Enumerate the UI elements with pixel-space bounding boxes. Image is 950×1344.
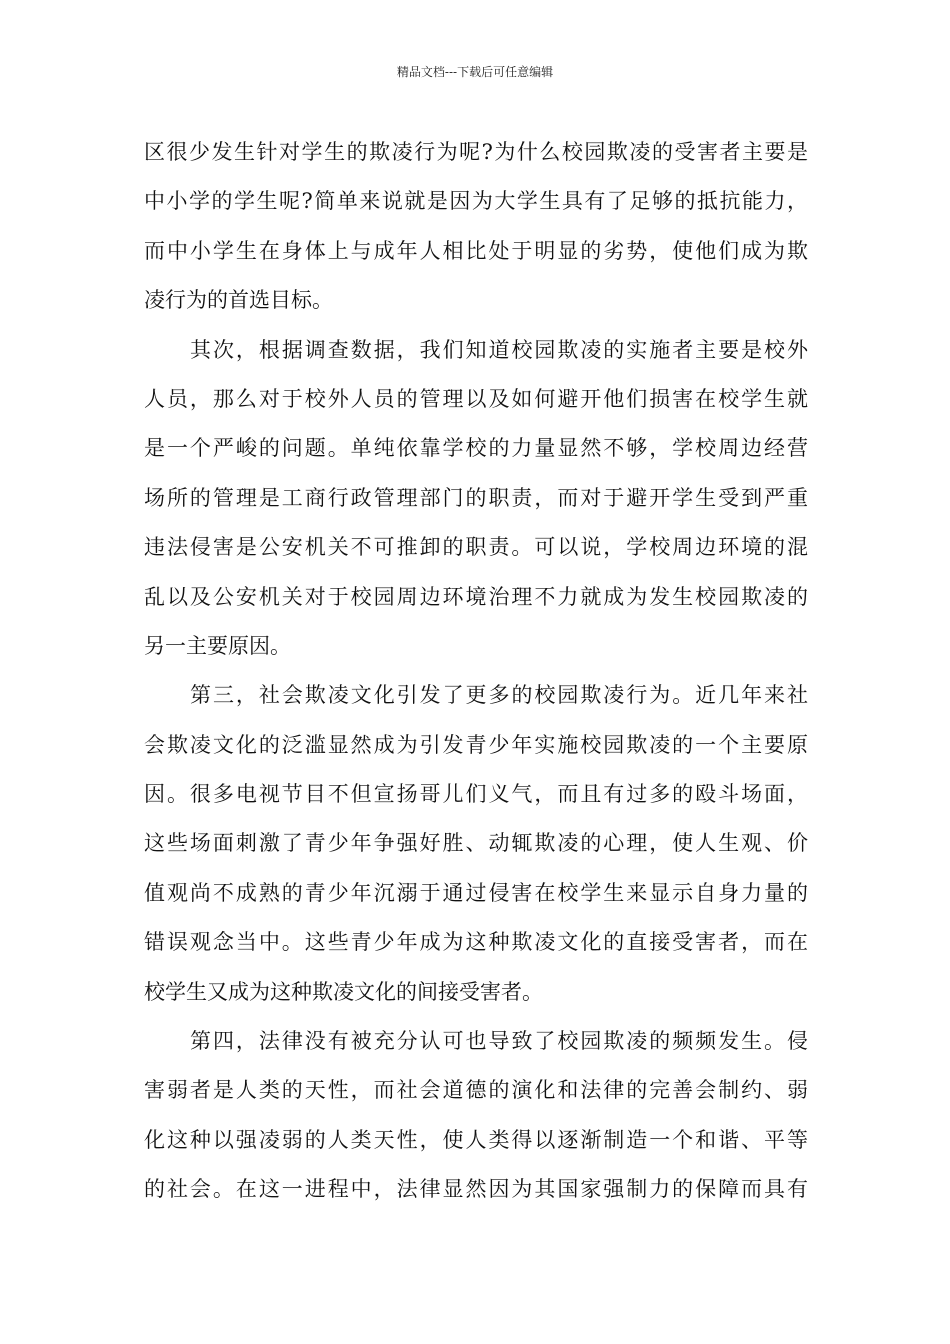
text-line: 第三，社会欺凌文化引发了更多的校园欺凌行为。近几年来社 — [190, 683, 808, 708]
text-line: 错误观念当中。这些青少年成为这种欺凌文化的直接受害者，而在 — [144, 930, 808, 955]
text-line: 而中小学生在身体上与成年人相比处于明显的劣势，使他们成为欺 — [144, 238, 808, 263]
text-line: 害弱者是人类的天性，而社会道德的演化和法律的完善会制约、弱 — [144, 1078, 808, 1103]
text-line: 化这种以强凌弱的人类天性，使人类得以逐渐制造一个和谐、平等 — [144, 1127, 808, 1152]
text-line: 凌行为的首选目标。 — [144, 288, 333, 313]
text-line: 场所的管理是工商行政管理部门的职责，而对于避开学生受到严重 — [144, 485, 808, 510]
text-line: 的社会。在这一进程中，法律显然因为其国家强制力的保障而具有 — [144, 1177, 808, 1202]
page-header: 精品文档---下载后可任意编辑 — [396, 65, 554, 79]
text-line: 另一主要原因。 — [144, 633, 291, 658]
text-line: 因。很多电视节目不但宣扬哥儿们义气，而且有过多的殴斗场面， — [144, 782, 808, 807]
text-line: 乱以及公安机关对于校园周边环境治理不力就成为发生校园欺凌的 — [144, 584, 808, 609]
text-line: 区很少发生针对学生的欺凌行为呢?为什么校园欺凌的受害者主要是 — [144, 140, 808, 164]
text-line: 其次，根据调查数据，我们知道校园欺凌的实施者主要是校外 — [190, 337, 808, 362]
document-body — [144, 128, 808, 1215]
text-line: 会欺凌文化的泛滥显然成为引发青少年实施校园欺凌的一个主要原 — [144, 732, 808, 757]
text-line: 校学生又成为这种欺凌文化的间接受害者。 — [144, 979, 543, 1004]
text-line: 这些场面刺激了青少年争强好胜、动辄欺凌的心理，使人生观、价 — [144, 831, 808, 856]
text-line: 值观尚不成熟的青少年沉溺于通过侵害在校学生来显示自身力量的 — [144, 880, 808, 905]
text-line: 中小学的学生呢?简单来说就是因为大学生具有了足够的抵抗能力， — [144, 189, 808, 214]
text-line: 人员，那么对于校外人员的管理以及如何避开他们损害在校学生就 — [144, 386, 808, 411]
text-line: 违法侵害是公安机关不可推卸的职责。可以说，学校周边环境的混 — [144, 535, 808, 560]
text-line: 是一个严峻的问题。单纯依靠学校的力量显然不够，学校周边经营 — [144, 436, 808, 461]
text-line: 第四，法律没有被充分认可也导致了校园欺凌的频频发生。侵 — [190, 1029, 808, 1054]
